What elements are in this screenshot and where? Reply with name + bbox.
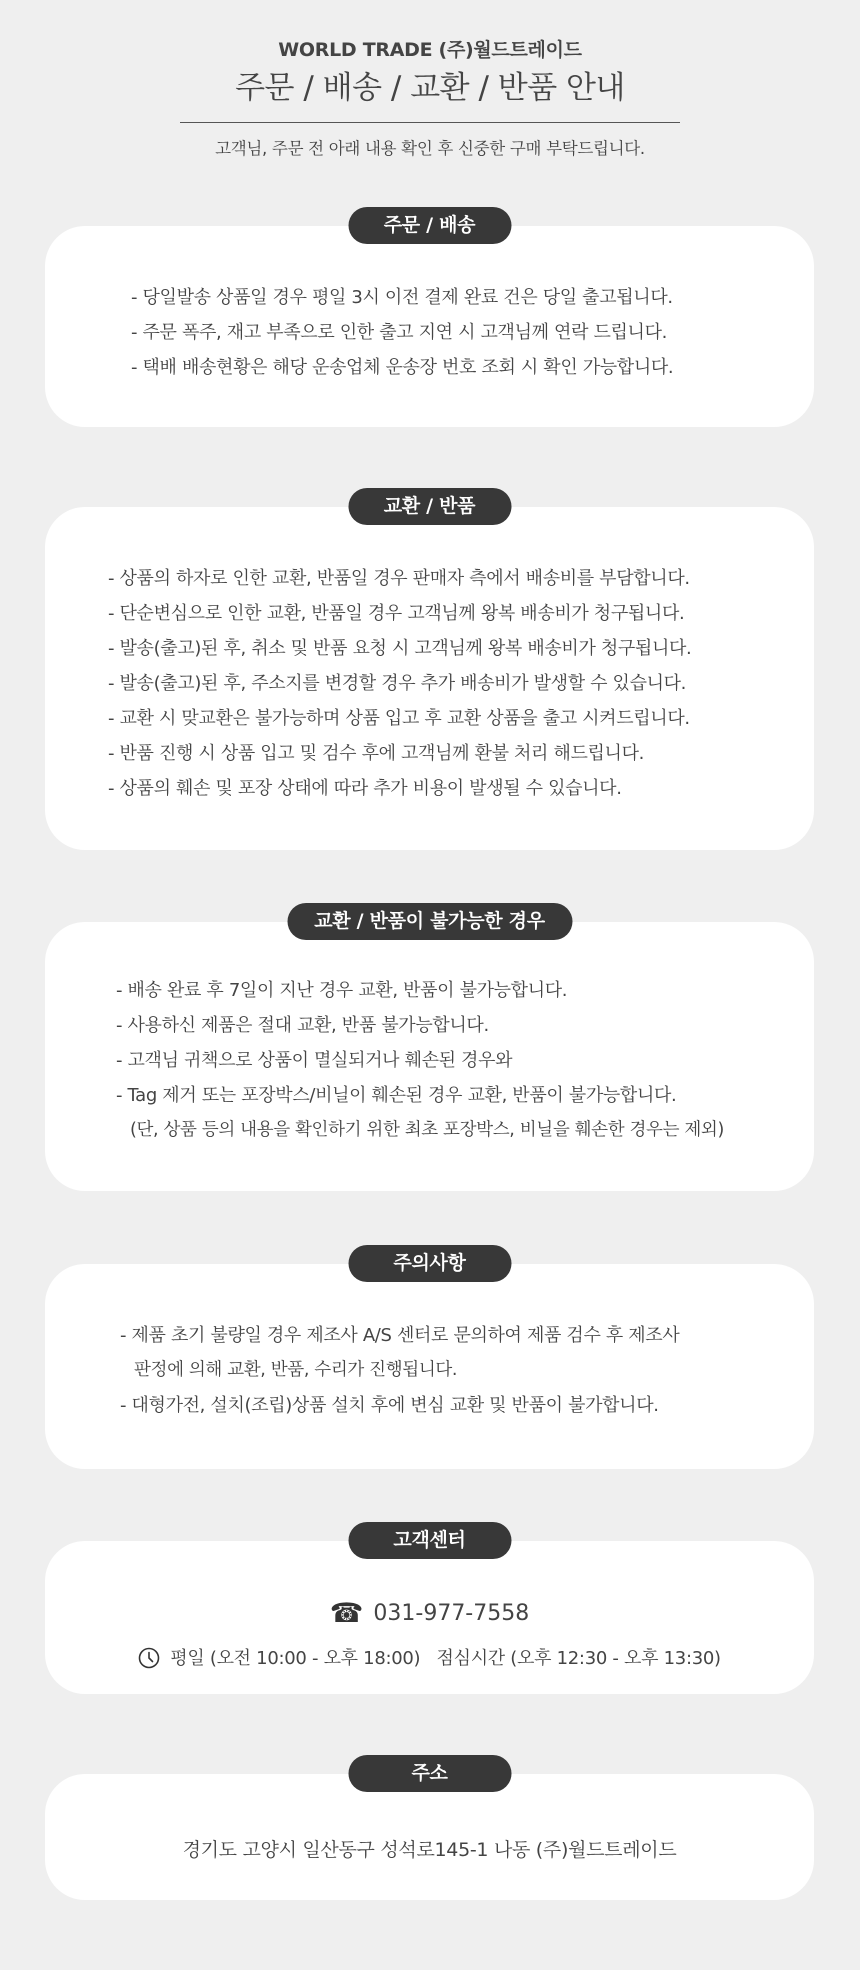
address-card (45, 1774, 814, 1900)
list-item: - 제품 초기 불량일 경우 제조사 A/S 센터로 문의하여 제품 검수 후 제조사 (120, 1325, 680, 1346)
page-title: 주문 / 배송 / 교환 / 반품 안내 (235, 70, 625, 106)
section-title-exchange-return: 교환 / 반품 (348, 488, 511, 525)
list-item: - 상품의 훼손 및 포장 상태에 따라 추가 비용이 발생될 수 있습니다. (108, 778, 622, 799)
list-item: - 발송(출고)된 후, 주소지를 변경할 경우 추가 배송비가 발생할 수 있습니다. (108, 673, 687, 694)
title-divider (180, 122, 680, 123)
caution-list (120, 1318, 679, 1423)
customer-center-section (45, 1522, 814, 1694)
order-shipping-list (131, 280, 673, 385)
section-title-non-returnable: 교환 / 반품이 불가능한 경우 (287, 903, 572, 940)
list-item: - 대형가전, 설치(조립)상품 설치 후에 변심 교환 및 반품이 불가합니다. (120, 1395, 659, 1416)
non-returnable-section (45, 903, 814, 1191)
list-item: - 사용하신 제품은 절대 교환, 반품 불가능합니다. (116, 1015, 489, 1036)
customer-center-card (45, 1541, 814, 1694)
list-note: (단, 상품 등의 내용을 확인하기 위한 최초 포장박스, 비닐을 훼손한 경우는 제외) (130, 1120, 724, 1140)
order-shipping-card (45, 226, 814, 427)
section-title-address: 주소 (348, 1755, 511, 1792)
list-item-continuation: 판정에 의해 교환, 반품, 수리가 진행됩니다. (134, 1360, 458, 1380)
section-title-caution: 주의사항 (348, 1245, 511, 1282)
list-item: - 반품 진행 시 상품 입고 및 검수 후에 고객님께 환불 처리 해드립니다. (108, 743, 645, 764)
caution-section (45, 1245, 814, 1469)
list-item: - 당일발송 상품일 경우 평일 3시 이전 결제 완료 건은 당일 출고됩니다. (131, 287, 673, 308)
exchange-return-card (45, 507, 814, 850)
phone-number[interactable]: 031-977-7558 (373, 1601, 530, 1626)
phone-row (45, 1599, 814, 1629)
list-item: - 고객님 귀책으로 상품이 멸실되거나 훼손된 경우와 (116, 1050, 513, 1071)
order-shipping-section (45, 207, 814, 427)
section-title-customer-center: 고객센터 (348, 1522, 511, 1559)
address-section (45, 1755, 814, 1900)
list-item: - 발송(출고)된 후, 취소 및 반품 요청 시 고객님께 왕복 배송비가 청구됩니다. (108, 638, 692, 659)
caution-card (45, 1264, 814, 1469)
business-hours-row (45, 1645, 814, 1673)
business-hours: 평일 (오전 10:00 - 오후 18:00) 점심시간 (오후 12:30 - 오후 13:30) (170, 1648, 721, 1669)
non-returnable-list (116, 973, 724, 1148)
list-item: - 교환 시 맞교환은 불가능하며 상품 입고 후 교환 상품을 출고 시켜드립니다. (108, 708, 690, 729)
list-item: - 단순변심으로 인한 교환, 반품일 경우 고객님께 왕복 배송비가 청구됩니다. (108, 603, 685, 624)
list-item: - Tag 제거 또는 포장박스/비닐이 훼손된 경우 교환, 반품이 불가능합니다. (116, 1085, 677, 1106)
company-address: 경기도 고양시 일산동구 성석로145-1 나동 (주)월드트레이드 (182, 1839, 677, 1861)
page-subtitle: 고객님, 주문 전 아래 내용 확인 후 신중한 구매 부탁드립니다. (215, 139, 645, 158)
exchange-return-list (108, 561, 691, 806)
clock-icon (138, 1647, 160, 1669)
list-item: - 택배 배송현황은 해당 운송업체 운송장 번호 조회 시 확인 가능합니다. (131, 357, 674, 378)
list-item: - 주문 폭주, 재고 부족으로 인한 출고 지연 시 고객님께 연락 드립니다. (131, 322, 668, 343)
brand-name: WORLD TRADE (주)월드트레이드 (278, 39, 582, 61)
non-returnable-card (45, 922, 814, 1191)
page-header (0, 36, 860, 161)
list-item: - 상품의 하자로 인한 교환, 반품일 경우 판매자 측에서 배송비를 부담합니다. (108, 568, 690, 589)
phone-icon: ☎ (329, 1598, 364, 1629)
list-item: - 배송 완료 후 7일이 지난 경우 교환, 반품이 불가능합니다. (116, 980, 568, 1001)
section-title-order-shipping: 주문 / 배송 (348, 207, 511, 244)
exchange-return-section (45, 488, 814, 850)
